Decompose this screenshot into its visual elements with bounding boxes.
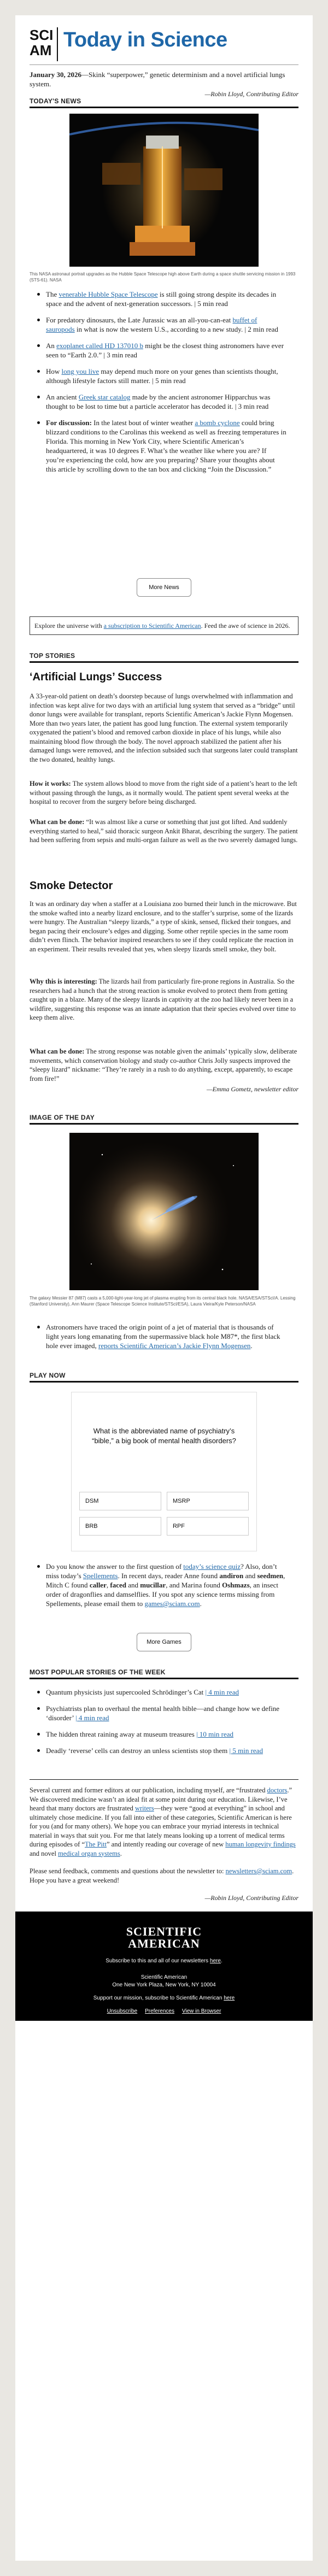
quiz-link[interactable]: today’s science quiz (183, 1562, 241, 1571)
newsletter-email-link[interactable]: newsletters@sciam.com (225, 1867, 292, 1875)
popular-item-link[interactable]: | 10 min read (196, 1730, 234, 1738)
m87-photo-caption: The galaxy Messier 87 (M87) casts a 5,000-light-year-long jet of plasma erupting from its central black hole. NASA/ESA/STScI/A. Lessing (Stanford University), Ann Maurer (Space Telescope Science Institute/STScI/ESA), Laura Vieira/Kyle Peterson/NASA (30, 1296, 296, 1307)
organ-systems-link[interactable]: medical organ systems (58, 1849, 120, 1857)
the-pitt-link[interactable]: The Pitt (85, 1840, 107, 1848)
popular-item: Deadly ‘reverse’ cells can destroy an unless scientists stop them | 5 min read (46, 1746, 286, 1755)
footer-links (15, 2008, 313, 2015)
footer-org: Scientific American (140, 1974, 188, 1980)
quiz-option-4[interactable]: RPF (167, 1517, 249, 1536)
news-item: How long you live may depend much more on your genes than scientists thought, although lifestyle factors still matter. | 5 min read (46, 367, 286, 385)
news-item-link[interactable]: venerable Hubble Space Telescope (58, 290, 158, 298)
quiz-option-2[interactable]: MSRP (167, 1492, 249, 1510)
view-in-browser-link[interactable]: View in Browser (181, 2008, 221, 2014)
writers-link[interactable]: writers (134, 1804, 154, 1812)
play-now-item: Do you know the answer to the first question of today’s science quiz? Also, don’t miss today’s Spellements. In recent days, reader Anne found andiron and seedmen, Mitch C found caller, faced and mucillar, and Marina found Oshmazs, an insect order of dragonflies and damselflies. If you spot any science terms missing from Spellements, please email them to games@sciam.com. (46, 1562, 286, 1608)
hubble-photo-caption: This NASA astronaut portrait upgrades as the Hubble Space Telescope high above Earth during a space shuttle servicing mission in 1993 (STS-61). NASA (30, 272, 296, 283)
story-paragraph: What can be done: “It was almost like a curse or something that just got lifted. And suddenly everything started to heal,” said thoracic surgeon Ankit Bharat, describing the surgery. The patient had been suffering from sepsis and multi-organ failure as well as the two severely damaged lungs. (30, 818, 298, 844)
galaxy-illustration (69, 1133, 259, 1290)
story-signature: —Emma Gometz, newsletter editor (207, 1085, 298, 1093)
footer-logo[interactable]: SCIENTIFIC AMERICAN (126, 1925, 202, 1950)
story-title-smoke-detector: Smoke Detector (30, 880, 113, 892)
feedback-paragraph: Please send feedback, comments and questions about the newsletter to: newsletters@sciam.com. Hope you have a great weekend! (30, 1867, 294, 1884)
newsletter-footer (15, 1912, 313, 2021)
popular-list (46, 1687, 286, 1762)
section-heading-image-of-day: IMAGE OF THE DAY (30, 1114, 298, 1125)
popular-item: Quantum physicists just supercooled Schrödinger’s Cat | 4 min read (46, 1687, 286, 1697)
more-news-button[interactable]: More News (137, 578, 191, 597)
hubble-illustration (69, 114, 259, 267)
newsletter-header (30, 27, 298, 98)
news-item: An ancient Greek star catalog made by the ancient astronomer Hipparchus was thought to be lost to time but a particle accelerator has decoded it. | 3 min read (46, 392, 286, 411)
story-paragraph: How it works: The system allows blood to move from the right side of a patient’s heart to the left without passing through the lungs, as it normally would. The patient spent several weeks at the hospital to recover from the surgery before being discharged. (30, 780, 297, 805)
quiz-card[interactable] (72, 1392, 256, 1551)
section-heading-play-now: PLAY NOW (30, 1372, 298, 1383)
news-item-link[interactable]: a bomb cyclone (195, 419, 240, 427)
news-item-link[interactable]: buffet of sauropods (46, 316, 257, 333)
subscription-promo: Explore the universe with a subscription to Scientific American. Feed the awe of science in 2026. (30, 616, 298, 635)
image-of-day-list (46, 1322, 286, 1357)
footer-subscribe-link[interactable]: here (209, 1958, 221, 1964)
subscription-link[interactable]: a subscription to Scientific American (103, 622, 201, 630)
intro-byline: —Robin Lloyd, Contributing Editor (204, 90, 298, 98)
header-divider (30, 64, 298, 65)
footer-support-link[interactable]: here (224, 1995, 235, 2001)
section-heading-top-stories: TOP STORIES (30, 652, 298, 663)
footer-subscribe: Subscribe to this and all of our newsletters here. (106, 1958, 222, 1964)
more-games-button[interactable]: More Games (137, 1633, 191, 1651)
popular-item-link[interactable]: | 4 min read (205, 1688, 239, 1696)
longevity-link[interactable]: human longevity findings (225, 1840, 296, 1848)
closing-signature: —Robin Lloyd, Contributing Editor (204, 1894, 298, 1902)
spellements-link[interactable]: Spellements (83, 1572, 118, 1580)
games-email-link[interactable]: games@sciam.com (144, 1599, 200, 1608)
news-item-discussion: For discussion: In the latest bout of winter weather a bomb cyclone could bring blizzard conditions to the Carolinas this weekend as well as freezing temperatures in Florida. This morning in New York City, where Scientific American’s headquartered, it was 10 degrees F. What’s the weather like where you are? If you’re experiencing the cold, how are you preparing? Share your thoughts about this article by scrolling down to the tan box and clicking “Join the Discussion.” (46, 419, 286, 473)
story-paragraph: What can be done: The strong response was notable given the animals’ typically slow, deliberate movements, which conservation biology and study co-author Chris Jolly suspects improved the “sleepy lizard” nickname: “They’re rarely in a rush to do anything, except, apparently, to escape from fire!” (30, 1048, 297, 1083)
section-heading-todays-news: TODAY'S NEWS (30, 97, 298, 108)
hubble-photo[interactable] (69, 114, 259, 267)
footer-support: Support our mission, subscribe to Scientific American here (93, 1995, 235, 2001)
quiz-option-1[interactable]: DSM (79, 1492, 161, 1510)
quiz-question: What is the abbreviated name of psychiatry’s “bible,” a big book of mental health disorders? (92, 1427, 236, 1445)
newsletter-sheet (15, 15, 313, 2561)
news-item: An exoplanet called HD 137010 b might be the closest thing astronomers have ever seen to “Earth 2.0.” | 3 min read (46, 341, 286, 360)
preferences-link[interactable]: Preferences (145, 2008, 174, 2014)
news-item-link[interactable]: long you live (61, 367, 99, 375)
footer-address: One New York Plaza, New York, NY 10004 (112, 1982, 216, 1988)
popular-item-link[interactable]: | 5 min read (229, 1746, 263, 1755)
image-of-day-link[interactable]: reports Scientific American’s Jackie Flynn Mogensen (98, 1342, 251, 1350)
doctors-link[interactable]: doctors (267, 1786, 288, 1794)
news-item-link[interactable]: Greek star catalog (78, 393, 131, 401)
news-item-link[interactable]: exoplanet called HD 137010 b (56, 342, 143, 350)
closing-paragraph: Several current and former editors at our publication, including myself, are “frustrated doctors.” We discovered medicine wasn’t an ideal fit at some point during our education. Likewise, I’ve heard that many doctors are frustrated writers—they were “good at everything” in school and ultimately chose medicine. If you fall into either of these categories, Scientific American is here for you (and for many others). We hope you can embrace your myriad interests in technical material in ways that suit you. For me that lately means looking up a torrent of medical terms during episodes of “The Pitt” and intently reading our coverage of new human longevity findings and novel medical organ systems. (30, 1786, 296, 1857)
news-item: For predatory dinosaurs, the Late Jurassic was an all-you-can-eat buffet of sauropods in what is now the western U.S., according to a new study. | 2 min read (46, 315, 286, 334)
todays-news-list (46, 290, 286, 481)
story-paragraph: A 33-year-old patient on death’s doorstep because of lungs overwhelmed with inflammation and infection was kept alive for two days with an artificial lung system that served as a “bridge” until donor lungs were available for transplant, reports Scientific American’s Jackie Flynn Mogensen. More than two years later, the patient has good lung function. The external system temporarily oxygenated the patient’s blood and removed carbon dioxide in place of his lungs, while also maintaining blood flow through the body. The novel approach stabilized the patient after his damaged lungs were removed, and the infection subsided such that surgeons later could transplant the two donated, healthy lungs. (30, 692, 298, 763)
m87-galaxy-photo[interactable] (69, 1133, 259, 1290)
newsletter-title: Today in Science (63, 28, 227, 51)
image-of-day-item: Astronomers have traced the origin point of a jet of material that is thousands of light years long emanating from the supermassive black hole M87*, the first black hole ever imaged, reports Scientific American’s Jackie Flynn Mogensen. (46, 1322, 286, 1350)
section-heading-most-popular: MOST POPULAR STORIES OF THE WEEK (30, 1668, 298, 1679)
news-item: The venerable Hubble Space Telescope is still going strong despite its decades in space and the advent of next-generation successors. | 5 min read (46, 290, 286, 308)
story-title-artificial-lungs: ‘Artificial Lungs’ Success (30, 671, 162, 683)
sciam-logo[interactable]: SCI AM (30, 27, 58, 61)
intro-text: January 30, 2026—Skink “superpower,” genetic determinism and a novel artificial lungs system. —Robin Lloyd, Contributing Editor (30, 70, 298, 98)
popular-item: The hidden threat raining away at museum treasures | 10 min read (46, 1730, 286, 1739)
popular-item-link[interactable]: | 4 min read (75, 1714, 109, 1722)
quiz-option-3[interactable]: BRB (79, 1517, 161, 1536)
unsubscribe-link[interactable]: Unsubscribe (107, 2008, 138, 2014)
closing-divider (30, 1779, 298, 1780)
play-now-list (46, 1562, 286, 1615)
story-paragraph: Why this is interesting: The lizards hail from particularly fire-prone regions in Australia. So the researchers had a hunch that the strong reaction is smoke evolved to protect them from getting caught up in a blaze. Many of the sleepy lizards in captivity at the zoo had likely never been in a wildfire, suggesting this response was an innate adaptation that their species evolved over time to keep them alive. (30, 978, 296, 1021)
popular-item: Psychiatrists plan to overhaul the mental health bible—and change how we define ‘disorder’ | 4 min read (46, 1704, 286, 1722)
story-paragraph: It was an ordinary day when a staffer at a Louisiana zoo burned their lunch in the microwave. But the smoke wafted into a nearby lizard enclosure, and to the staffer’s surprise, some of the lizards were hungry. The Australian “sleepy lizards,” a type of skink, sensed, flicked their tongues, and began pacing their enclosure’s edges and digging. Some other reptile species in the same room didn’t even flinch. The behavior inspired researchers to see if they could replicate the reaction in an experiment. Their results revealed that yes, when sleepy lizards smell smoke, they bolt. (30, 900, 297, 953)
